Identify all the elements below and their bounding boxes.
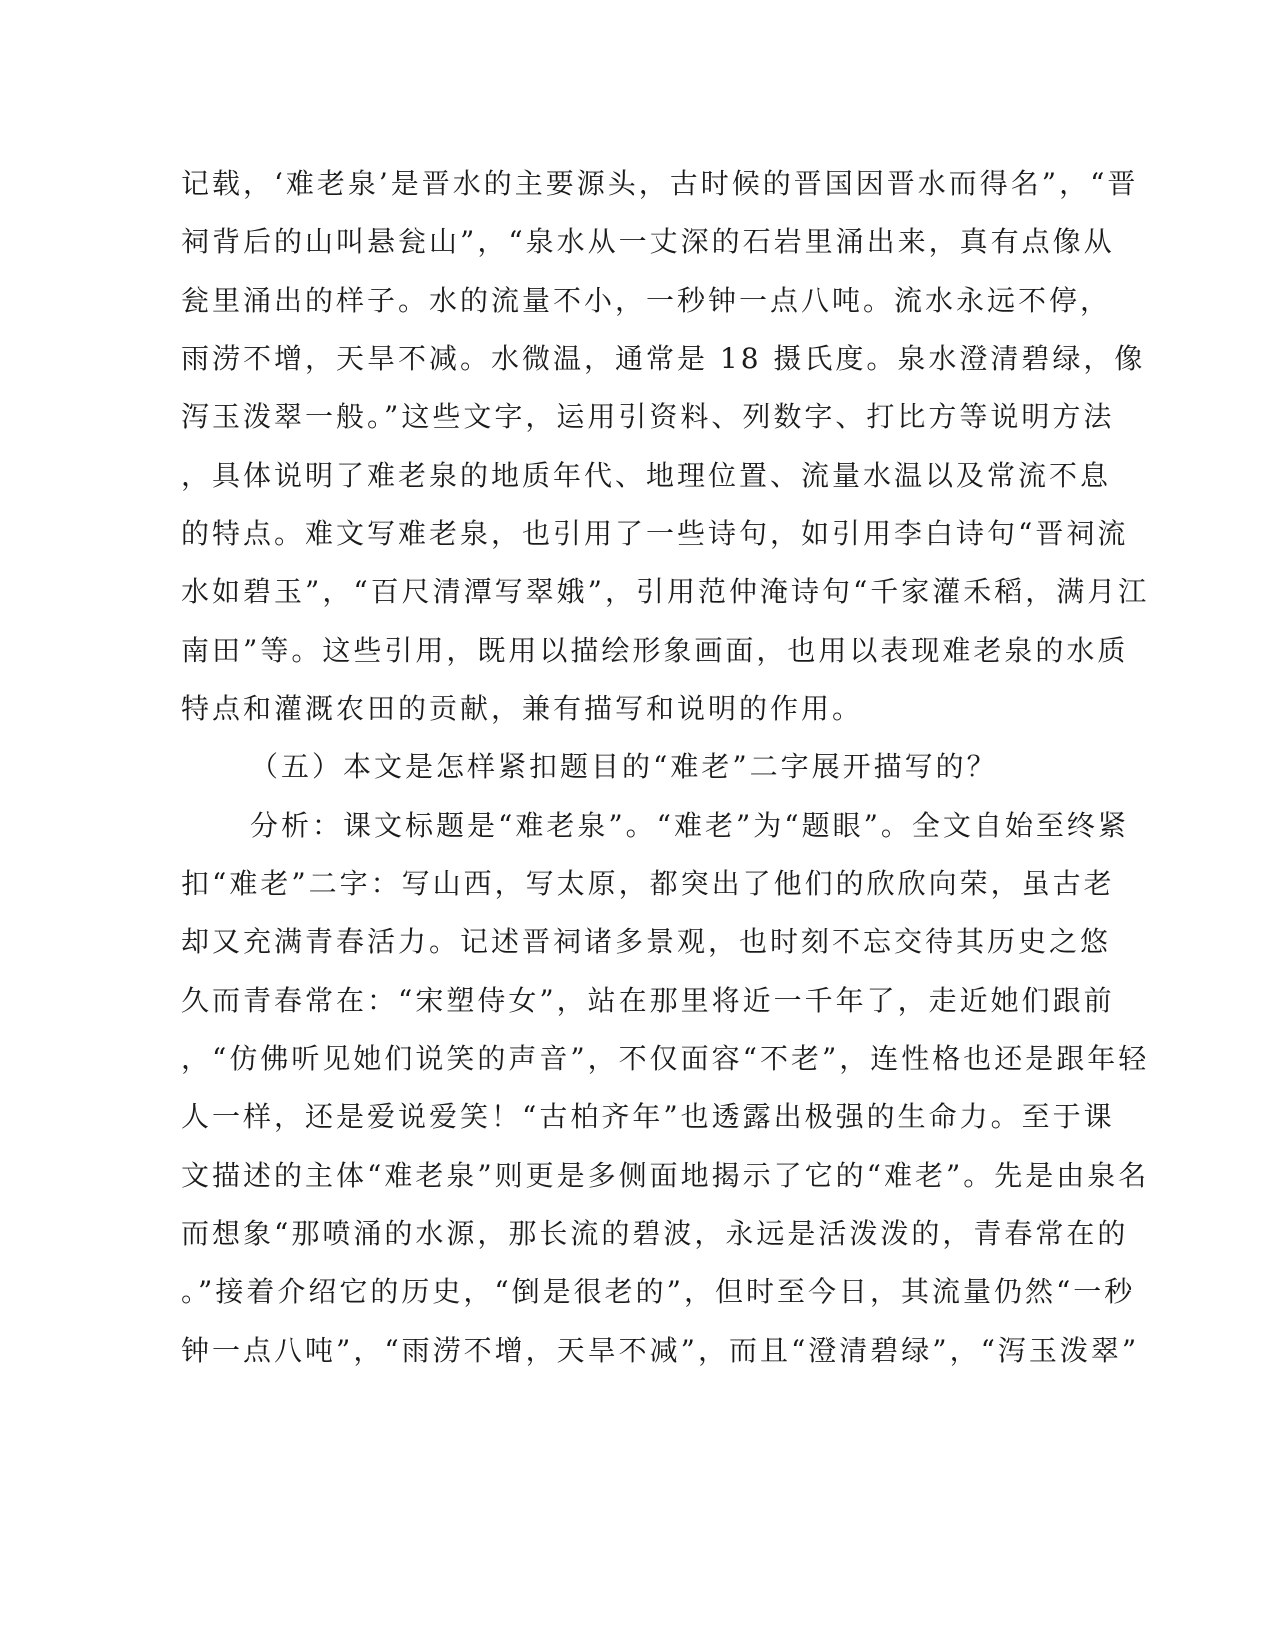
paragraph-line: ，“仿佛听见她们说笑的声音”，不仅面容“不老”，连性格也还是跟年轻 — [181, 1042, 1150, 1075]
paragraph-line: 。”接着介绍它的历史，“倒是很老的”，但时至今日，其流量仍然“一秒 — [181, 1275, 1136, 1308]
paragraph-line: 久而青春常在：“宋塑侍女”，站在那里将近一千年了，走近她们跟前 — [181, 984, 1115, 1017]
paragraph-line: 记载，‘难老泉’是晋水的主要源头，古时候的晋国因晋水而得名”，“晋 — [181, 167, 1139, 200]
section-question-heading: （五）本文是怎样紧扣题目的“难老”二字展开描写的？ — [250, 750, 998, 783]
paragraph-line: 雨涝不增，天旱不减。水微温，通常是 18 摄氏度。泉水澄清碧绿，像 — [181, 342, 1146, 375]
paragraph-line: 泻玉泼翠一般。”这些文字，运用引资料、列数字、打比方等说明方法 — [181, 400, 1115, 433]
paragraph-line: ，具体说明了难老泉的地质年代、地理位置、流量水温以及常流不息 — [181, 459, 1112, 492]
analysis-paragraph-start: 分析：课文标题是“难老泉”。“难老”为“题眼”。全文自始至终紧 — [250, 809, 1129, 842]
paragraph-line: 的特点。难文写难老泉，也引用了一些诗句，如引用李白诗句“晋祠流 — [181, 517, 1129, 550]
paragraph-line: 特点和灌溉农田的贡献，兼有描写和说明的作用。 — [181, 692, 864, 725]
paragraph-line: 钟一点八吨”，“雨涝不增，天旱不减”，而且“澄清碧绿”，“泻玉泼翠” — [181, 1334, 1140, 1367]
paragraph-line: 而想象“那喷涌的水源，那长流的碧波，永远是活泼泼的，青春常在的 — [181, 1217, 1129, 1250]
paragraph-line: 文描述的主体“难老泉”则更是多侧面地揭示了它的“难老”。先是由泉名 — [181, 1159, 1150, 1192]
paragraph-line: 祠背后的山叫悬瓮山”，“泉水从一丈深的石岩里涌出来，真有点像从 — [181, 225, 1115, 258]
paragraph-line: 南田”等。这些引用，既用以描绘形象画面，也用以表现难老泉的水质 — [181, 634, 1129, 667]
paragraph-line: 人一样，还是爱说爱笑！“古柏齐年”也透露出极强的生命力。至于课 — [181, 1100, 1115, 1133]
paragraph-line: 瓮里涌出的样子。水的流量不小，一秒钟一点八吨。流水永远不停， — [181, 284, 1112, 317]
paragraph-line: 水如碧玉”，“百尺清潭写翠娥”，引用范仲淹诗句“千家灌禾稻，满月江 — [181, 575, 1150, 608]
paragraph-line: 却又充满青春活力。记述晋祠诸多景观，也时刻不忘交待其历史之悠 — [181, 925, 1112, 958]
paragraph-line: 扣“难老”二字：写山西，写太原，都突出了他们的欣欣向荣，虽古老 — [181, 867, 1115, 900]
